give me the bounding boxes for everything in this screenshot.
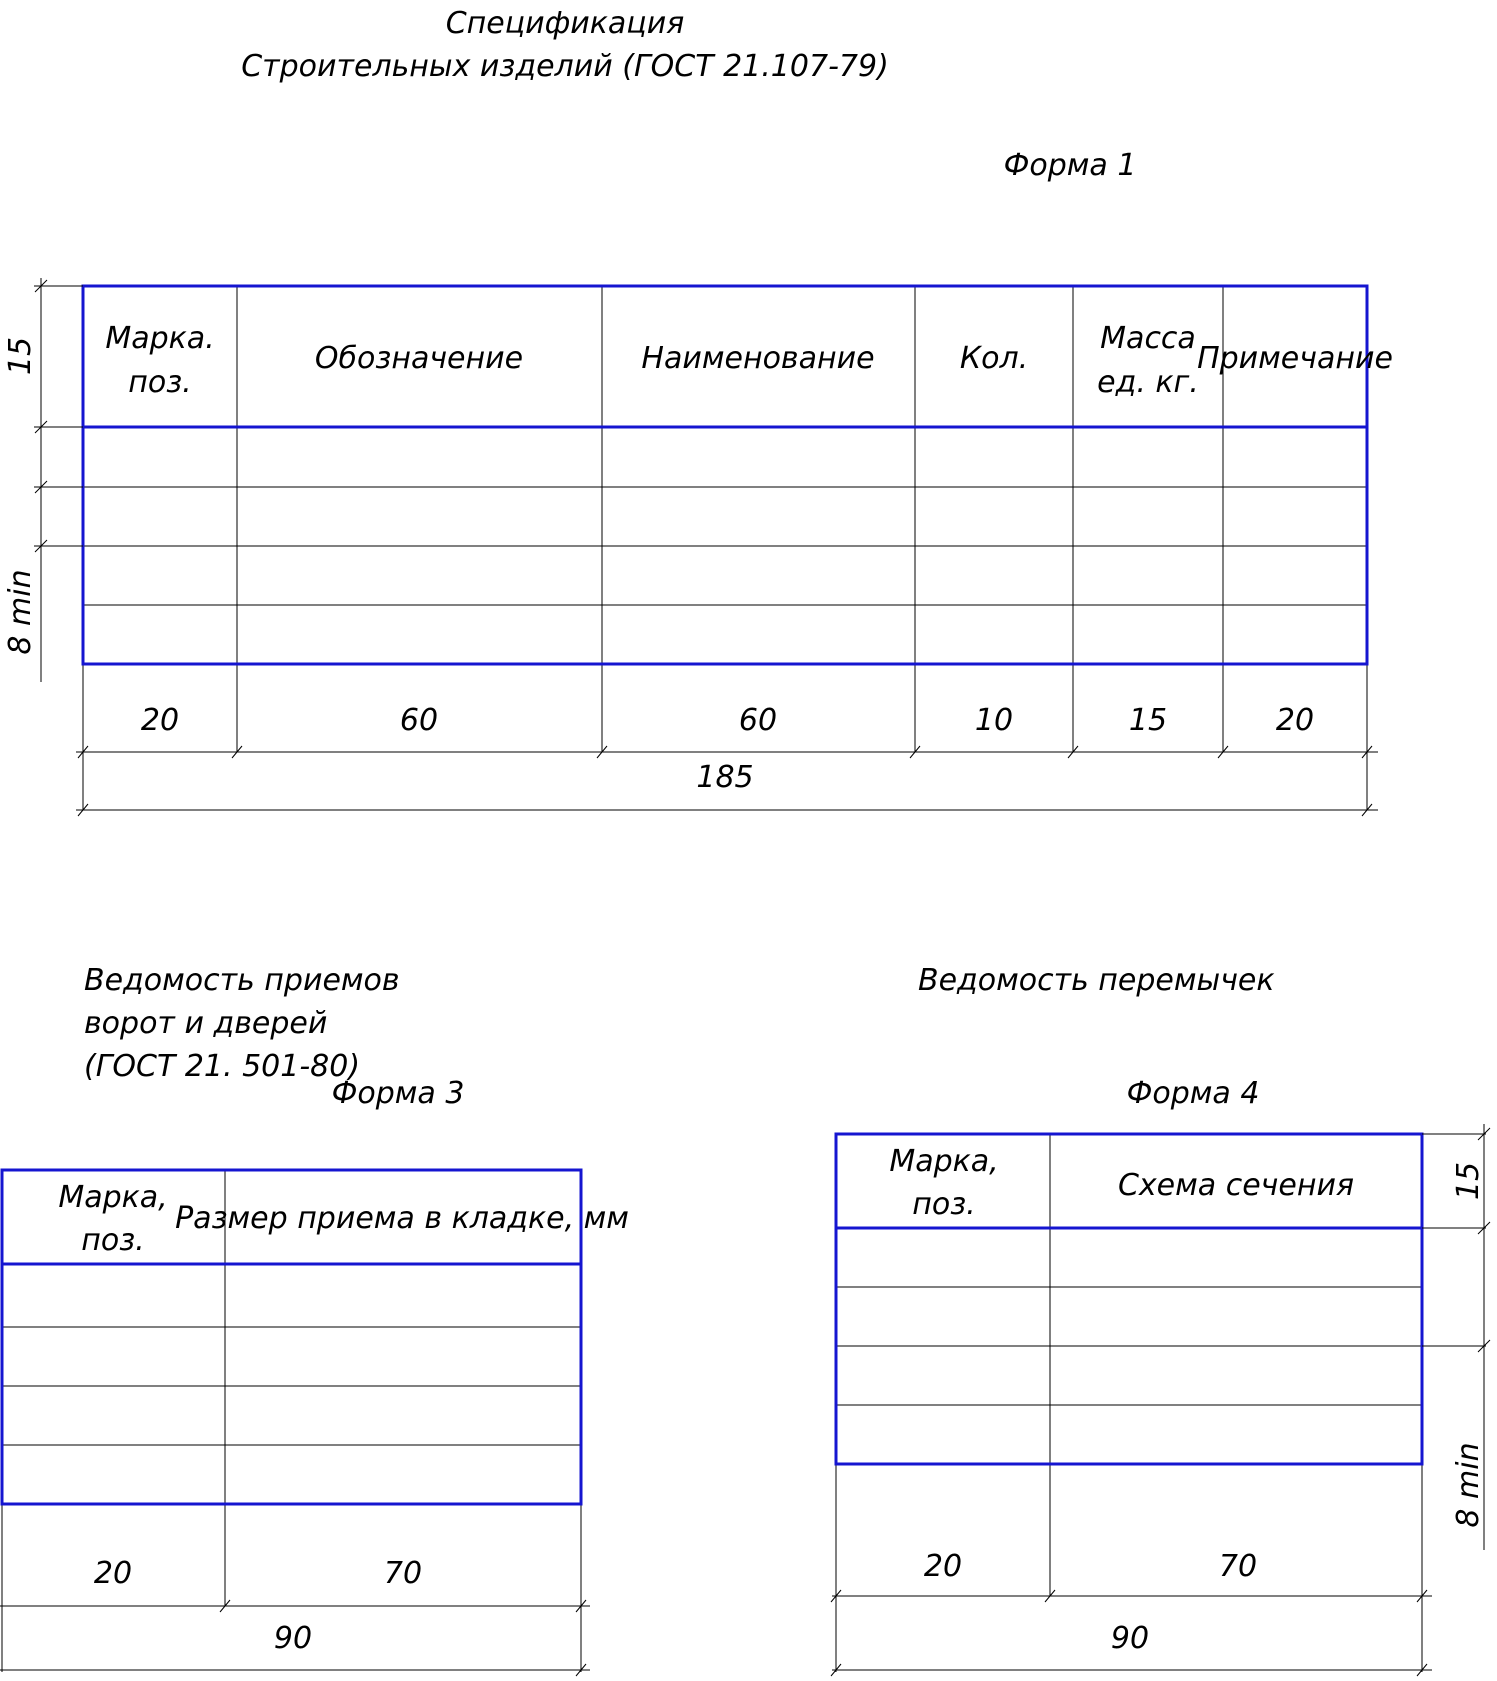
form1-dim-col3: 60 (738, 703, 778, 738)
form3-header-mark-pos: поз. (81, 1223, 145, 1258)
form3-dim-col2: 70 (383, 1556, 423, 1591)
form3-dim-total: 90 (273, 1621, 313, 1656)
form1-header-mass-unit: ед. кг. (1097, 365, 1199, 400)
form4-dim-col2: 70 (1218, 1549, 1258, 1584)
form1-dim-total: 185 (696, 760, 754, 795)
form4-header-mark-pos: поз. (912, 1187, 976, 1222)
form3-caption-line-1: Ведомость приемов (84, 963, 400, 998)
form1-dim-col2: 60 (399, 703, 439, 738)
sheet-title-line-1: Спецификация (445, 6, 685, 41)
form4-dim-row-height: 8 min (1451, 1442, 1486, 1528)
form1-header-name: Наименование (641, 341, 875, 376)
form3-header-mark: Марка, (58, 1180, 168, 1215)
form1-dim-header-height: 15 (3, 336, 38, 376)
form3-caption-line-2: ворот и дверей (84, 1006, 328, 1041)
form1-dim-row-height: 8 min (3, 569, 38, 655)
form1-header-mark-pos: поз. (128, 365, 192, 400)
form4-label: Форма 4 (1126, 1076, 1260, 1111)
form3-header-size: Размер приема в кладке, мм (175, 1201, 629, 1236)
form1-header-designation: Обозначение (314, 341, 524, 376)
form3-caption-line-3: (ГОСТ 21. 501-80) (84, 1049, 361, 1084)
form1-table (3, 278, 1393, 816)
form1-dim-col4: 10 (974, 703, 1014, 738)
form1-header-mark: Марка. (105, 321, 215, 356)
form3-label: Форма 3 (331, 1076, 465, 1111)
form1-header-note: Примечание (1197, 341, 1393, 376)
form1-dim-col1: 20 (140, 703, 180, 738)
form1-header-qty: Кол. (959, 341, 1029, 376)
sheet-title-line-2: Строительных изделий (ГОСТ 21.107-79) (241, 49, 889, 84)
form4-dim-total: 90 (1110, 1621, 1150, 1656)
form1-header-mass: Масса (1100, 321, 1196, 356)
form1-label: Форма 1 (1003, 148, 1137, 183)
form1-dim-col6: 20 (1275, 703, 1315, 738)
form4-dim-col1: 20 (923, 1549, 963, 1584)
form3-dim-col1: 20 (93, 1556, 133, 1591)
form4-caption: Ведомость перемычек (918, 963, 1275, 998)
form1-dim-col5: 15 (1128, 703, 1168, 738)
form4-table (831, 1124, 1490, 1676)
form4-header-mark: Марка, (889, 1144, 999, 1179)
form3-table (0, 1170, 629, 1676)
form4-header-section: Схема сечения (1117, 1168, 1355, 1203)
form4-dim-header-height: 15 (1451, 1161, 1486, 1201)
